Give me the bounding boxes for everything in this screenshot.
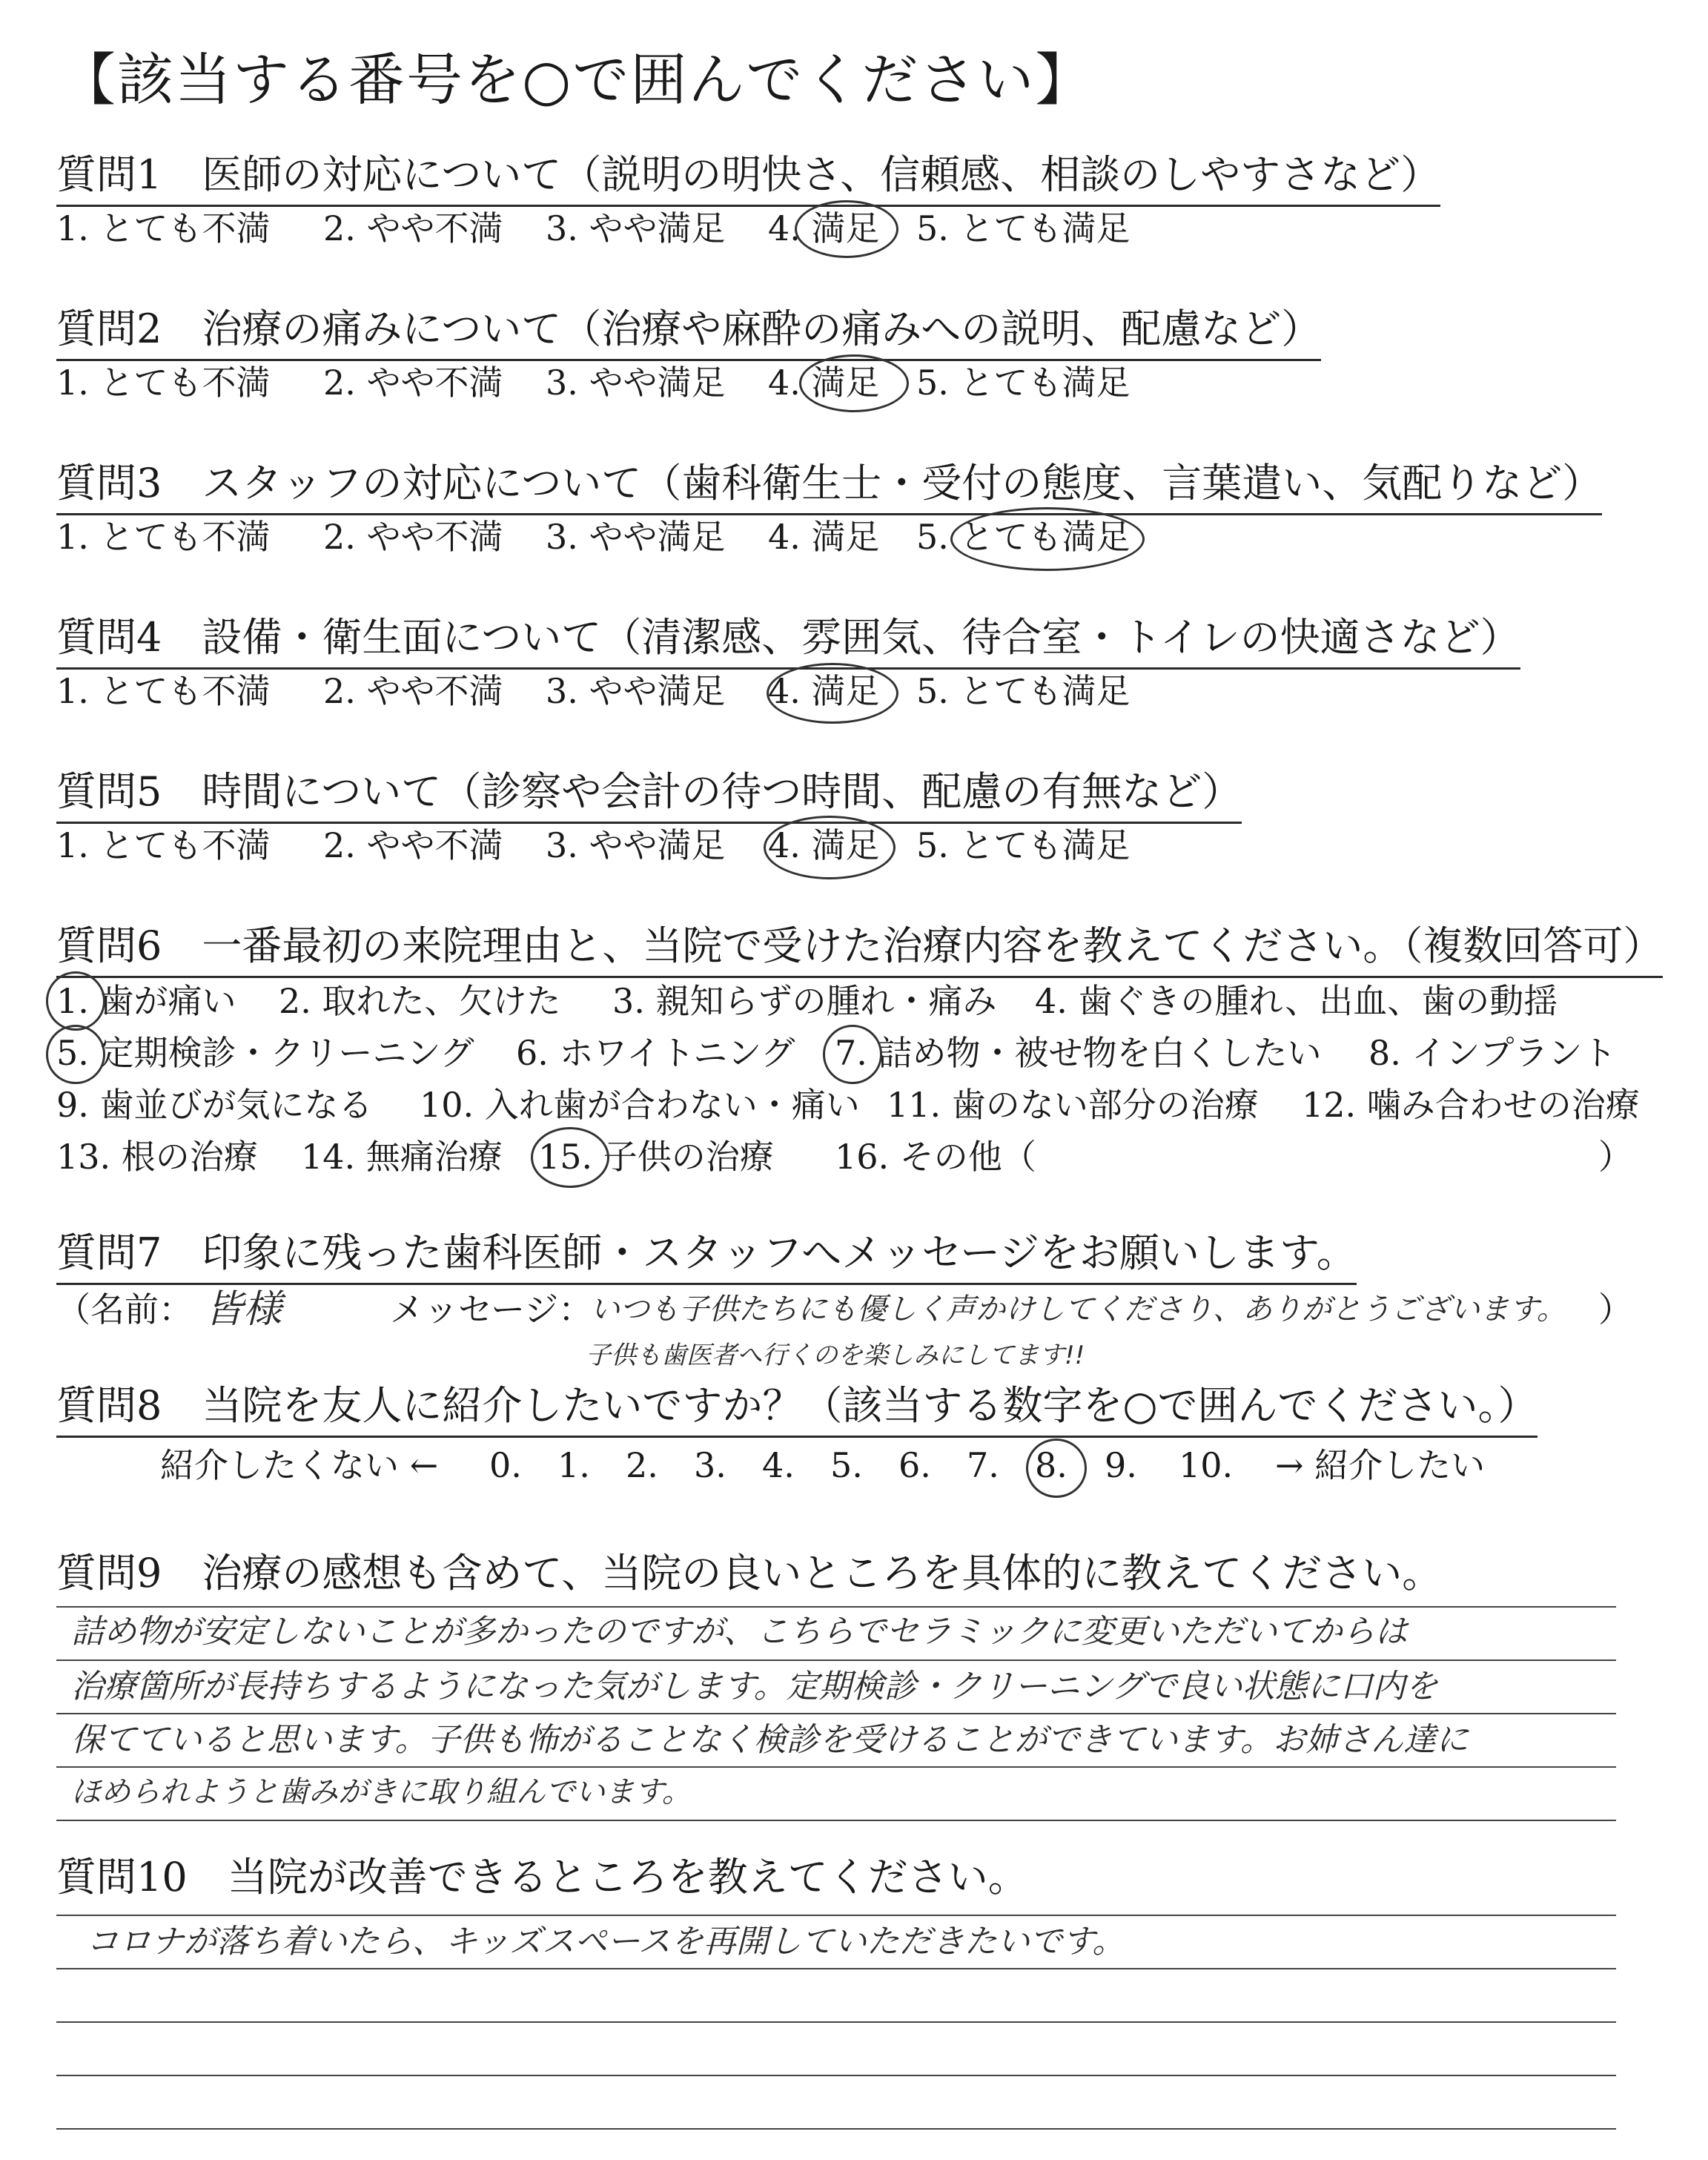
q4-option-3[interactable]: 3. やや満足 — [546, 671, 726, 711]
form-header: 【該当する番号を○で囲んでください】 — [59, 47, 1093, 113]
q8-scale-7[interactable]: 7. — [967, 1445, 999, 1485]
q6-option-14[interactable]: 14. 無痛治療 — [301, 1137, 503, 1177]
q6-option-2[interactable]: 2. 取れた、欠けた — [279, 981, 561, 1021]
q8-title: 質問8 当院を友人に紹介したいですか？（該当する数字を○で囲んでください。） — [56, 1382, 1537, 1438]
q8-left-label: 紹介したくない ← — [160, 1445, 439, 1485]
q6-option-13[interactable]: 13. 根の治療 — [56, 1137, 258, 1177]
q9-rule-4 — [56, 1820, 1616, 1821]
q6-option-3[interactable]: 3. 親知らずの腫れ・痛み — [612, 981, 997, 1021]
q5-title: 質問5 時間について（診察や会計の待つ時間、配慮の有無など） — [56, 768, 1242, 824]
q8-right-label: → 紹介したい — [1275, 1445, 1486, 1485]
q9-rule-3 — [56, 1766, 1616, 1768]
q6-option-8[interactable]: 8. インプラント — [1368, 1033, 1617, 1073]
q2-title: 質問2 治療の痛みについて（治療や麻酔の痛みへの説明、配慮など） — [56, 305, 1321, 361]
q7-message-label: メッセージ： — [390, 1289, 593, 1330]
q7-message-line1[interactable]: いつも子供たちにも優しく声かけしてくださり、ありがとうございます。 — [590, 1292, 1566, 1327]
q8-scale-2[interactable]: 2. — [626, 1445, 658, 1485]
q4-option-1[interactable]: 1. とても不満 — [56, 671, 271, 711]
q6-option-6[interactable]: 6. ホワイトニング — [516, 1033, 795, 1073]
q9-rule-1 — [56, 1659, 1616, 1661]
q10-rule-0 — [56, 1915, 1616, 1916]
q2-option-2[interactable]: 2. やや不満 — [323, 363, 503, 403]
q3-option-4[interactable]: 4. 満足 — [768, 517, 880, 557]
q2-option-3[interactable]: 3. やや満足 — [546, 363, 726, 403]
q7-message-line2[interactable]: 子供も歯医者へ行くのを楽しみにしてます!! — [586, 1341, 1085, 1370]
q5-option-4[interactable]: 4. 満足 — [768, 825, 880, 865]
q9-line-1[interactable]: 詰め物が安定しないことが多かったのですが、こちらでセラミックに変更いただいてからは — [71, 1613, 1408, 1651]
q1-option-5[interactable]: 5. とても満足 — [916, 208, 1131, 248]
q6-option-12[interactable]: 12. 噛み合わせの治療 — [1302, 1085, 1640, 1125]
q8-scale-6[interactable]: 6. — [898, 1445, 931, 1485]
q9-line-4[interactable]: ほめられようと歯みがきに取り組んでいます。 — [71, 1775, 692, 1809]
q9-rule-2 — [56, 1713, 1616, 1714]
q10-line-1[interactable]: コロナが落ち着いたら、キッズスペースを再開していただきたいです。 — [86, 1923, 1125, 1961]
q8-scale-10[interactable]: 10. — [1179, 1445, 1234, 1485]
q1-option-1[interactable]: 1. とても不満 — [56, 208, 271, 248]
q6-option-4[interactable]: 4. 歯ぐきの腫れ、出血、歯の動揺 — [1035, 981, 1558, 1021]
q9-title: 質問9 治療の感想も含めて、当院の良いところを具体的に教えてください。 — [56, 1550, 1443, 1596]
q6-option-16[interactable]: 16. その他（ — [835, 1137, 1036, 1177]
q9-rule-0 — [56, 1606, 1616, 1608]
q9-line-3[interactable]: 保てていると思います。子供も怖がることなく検診を受けることができています。お姉さん達に — [71, 1721, 1469, 1759]
q6-option-11[interactable]: 11. 歯のない部分の治療 — [887, 1085, 1259, 1125]
q10-rule-4 — [56, 2128, 1616, 2130]
q9-line-2[interactable]: 治療箇所が長持ちするようになった気がします。定期検診・クリーニングで良い状態に口内を — [71, 1668, 1438, 1705]
q6-option-1[interactable]: 1. 歯が痛い — [56, 981, 236, 1021]
q3-title: 質問3 スタッフの対応について（歯科衛生士・受付の態度、言葉遣い、気配りなど） — [56, 460, 1602, 515]
q10-title: 質問10 当院が改善できるところを教えてください。 — [56, 1854, 1028, 1900]
q1-option-3[interactable]: 3. やや満足 — [546, 208, 726, 248]
q2-option-5[interactable]: 5. とても満足 — [916, 363, 1131, 403]
q8-scale-8[interactable]: 8. — [1035, 1445, 1068, 1485]
q6-title: 質問6 一番最初の来院理由と、当院で受けた治療内容を教えてください。（複数回答可） — [56, 922, 1663, 978]
q4-title: 質問4 設備・衛生面について（清潔感、雰囲気、待合室・トイレの快適さなど） — [56, 614, 1520, 670]
q7-name-value[interactable]: 皆様 — [205, 1287, 282, 1332]
q10-rule-1 — [56, 1968, 1616, 1969]
q6-option-15[interactable]: 15. 子供の治療 — [538, 1137, 774, 1177]
q6-option-5[interactable]: 5. 定期検診・クリーニング — [56, 1033, 474, 1073]
q8-scale-3[interactable]: 3. — [694, 1445, 726, 1485]
q10-rule-3 — [56, 2075, 1616, 2076]
q3-option-3[interactable]: 3. やや満足 — [546, 517, 726, 557]
q3-option-5[interactable]: 5. とても満足 — [916, 517, 1131, 557]
q5-option-5[interactable]: 5. とても満足 — [916, 825, 1131, 865]
q2-option-1[interactable]: 1. とても不満 — [56, 363, 271, 403]
q5-option-3[interactable]: 3. やや満足 — [546, 825, 726, 865]
q4-option-4[interactable]: 4. 満足 — [768, 671, 880, 711]
q7-name-label: （名前： — [56, 1289, 193, 1330]
q4-option-5[interactable]: 5. とても満足 — [916, 671, 1131, 711]
q8-scale-1[interactable]: 1. — [557, 1445, 590, 1485]
q2-option-4[interactable]: 4. 満足 — [768, 363, 880, 403]
q7-title: 質問7 印象に残った歯科医師・スタッフへメッセージをお願いします。 — [56, 1229, 1357, 1285]
q3-option-1[interactable]: 1. とても不満 — [56, 517, 271, 557]
q5-option-2[interactable]: 2. やや不満 — [323, 825, 503, 865]
q8-scale-4[interactable]: 4. — [762, 1445, 795, 1485]
q6-option-10[interactable]: 10. 入れ歯が合わない・痛い — [420, 1085, 860, 1125]
q1-option-4[interactable]: 4. 満足 — [768, 208, 880, 248]
q6-other-close: ） — [1598, 1137, 1632, 1177]
q8-scale-5[interactable]: 5. — [830, 1445, 863, 1485]
q1-title: 質問1 医師の対応について（説明の明快さ、信頼感、相談のしやすさなど） — [56, 151, 1440, 207]
q6-option-7[interactable]: 7. 詰め物・被せ物を白くしたい — [835, 1033, 1322, 1073]
q5-option-1[interactable]: 1. とても不満 — [56, 825, 271, 865]
q1-option-2[interactable]: 2. やや不満 — [323, 208, 503, 248]
q3-option-2[interactable]: 2. やや不満 — [323, 517, 503, 557]
q7-close: ） — [1598, 1289, 1632, 1330]
q8-scale-9[interactable]: 9. — [1105, 1445, 1137, 1485]
q8-scale-0[interactable]: 0. — [489, 1445, 522, 1485]
q10-rule-2 — [56, 2021, 1616, 2023]
q6-option-9[interactable]: 9. 歯並びが気になる — [56, 1085, 373, 1125]
q4-option-2[interactable]: 2. やや不満 — [323, 671, 503, 711]
